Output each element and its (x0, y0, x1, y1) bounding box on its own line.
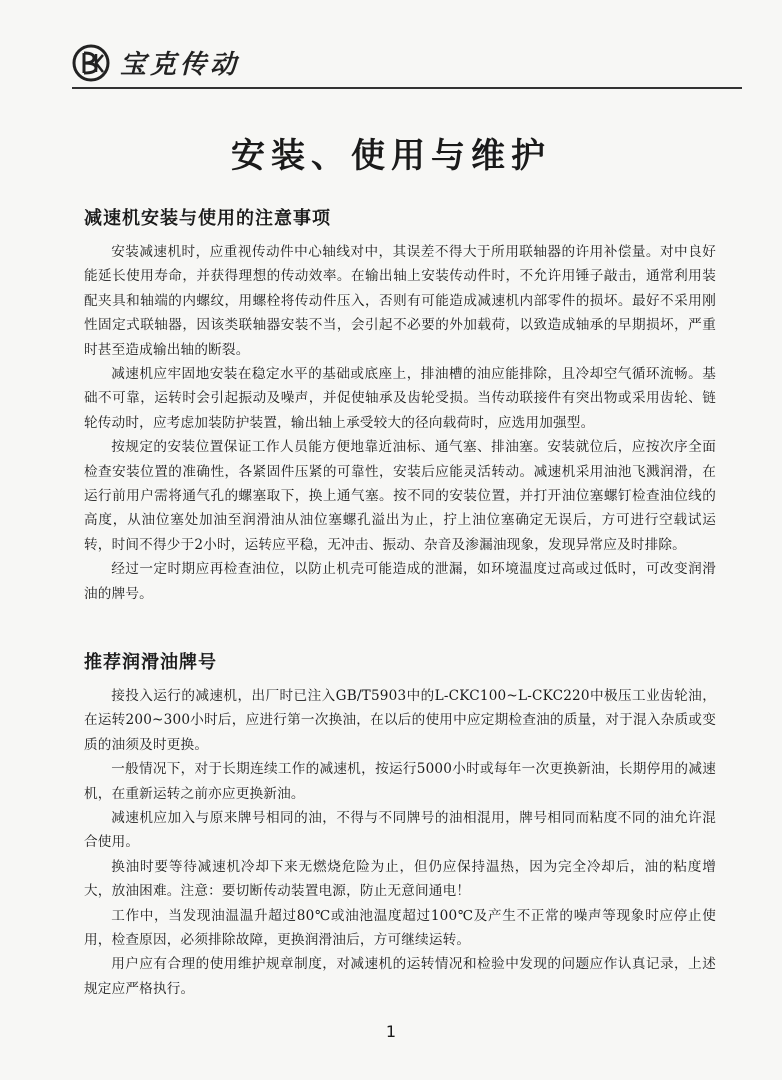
paragraph: 换油时要等待减速机冷却下来无燃烧危险为止，但仍应保持温热，因为完全冷却后，油的粘度增大，放油困难。注意：要切断传动装置电源，防止无意间通电！ (84, 858, 716, 900)
paragraph: 减速机应加入与原来牌号相同的油，不得与不同牌号的油相混用，牌号相同而粘度不同的油允许混合使用。 (84, 810, 716, 851)
page-number: 1 (385, 1022, 397, 1041)
brand-name: 宝克传动 (120, 50, 241, 80)
section-body-lubricant (84, 684, 716, 1001)
bk-logo-icon (72, 44, 110, 82)
paragraph: 接投入运行的减速机，出厂时已注入GB/T5903中的L-CKC100~L-CKC220中极压工业齿轮油，在运转200~300小时后，应进行第一次换油，在以后的使用中应定期检查油的质量，对于混入杂质或变质的油须及时更换。 (84, 688, 716, 753)
section-heading-lubricant: 推荐润滑油牌号 (84, 652, 217, 673)
paragraph: 按规定的安装位置保证工作人员能方便地靠近油标、通气塞、排油塞。安装就位后，应按次序全面检查安装位置的准确性，各紧固件压紧的可靠性，安装后应能灵活转动。减速机采用油池飞溅润滑，在运行前用户需将通气孔的螺塞取下，换上通气塞。按不同的安装位置，并打开油位塞螺钉检查油位线的高度，从油位塞处加油至润滑油从油位塞螺孔溢出为止，拧上油位塞确定无误后，方可进行空载试运转，时间不得少于2小时，运转应平稳，无冲击、振动、杂音及渗漏油现象，发现异常应及时排除。 (84, 439, 716, 553)
page-header (72, 38, 742, 88)
paragraph: 一般情况下，对于长期连续工作的减速机，按运行5000小时或每年一次更换新油，长期停用的减速机，在重新运转之前亦应更换新油。 (84, 761, 716, 802)
paragraph: 减速机应牢固地安装在稳定水平的基础或底座上，排油槽的油应能排除，且冷却空气循环流畅。基础不可靠，运转时会引起振动及噪声，并促使轴承及齿轮受损。当传动联接件有突出物或采用齿轮、链轮传动时，应考虑加装防护装置，输出轴上承受较大的径向载荷时，应选用加强型。 (84, 366, 716, 431)
section-body-installation (84, 240, 716, 606)
header-divider (72, 87, 742, 89)
paragraph: 经过一定时期应再检查油位，以防止机壳可能造成的泄漏，如环境温度过高或过低时，可改变润滑油的牌号。 (84, 561, 716, 602)
section-heading-installation: 减速机安装与使用的注意事项 (84, 208, 331, 229)
paragraph: 用户应有合理的使用维护规章制度，对减速机的运转情况和检验中发现的问题应作认真记录，上述规定应严格执行。 (84, 956, 716, 997)
paragraph: 安装减速机时，应重视传动件中心轴线对中，其误差不得大于所用联轴器的许用补偿量。对中良好能延长使用寿命，并获得理想的传动效率。在输出轴上安装传动件时，不允许用锤子敲击，通常利用装配夹具和轴端的内螺纹，用螺栓将传动件压入，否则有可能造成减速机内部零件的损坏。最好不采用刚性固定式联轴器，因该类联轴器安装不当，会引起不必要的外加载荷，以致造成轴承的早期损坏，严重时甚至造成输出轴的断裂。 (84, 244, 716, 358)
page-title: 安装、使用与维护 (231, 136, 551, 176)
paragraph: 工作中，当发现油温温升超过80℃或油池温度超过100℃及产生不正常的噪声等现象时应停止使用，检查原因，必须排除故障，更换润滑油后，方可继续运转。 (84, 907, 716, 949)
